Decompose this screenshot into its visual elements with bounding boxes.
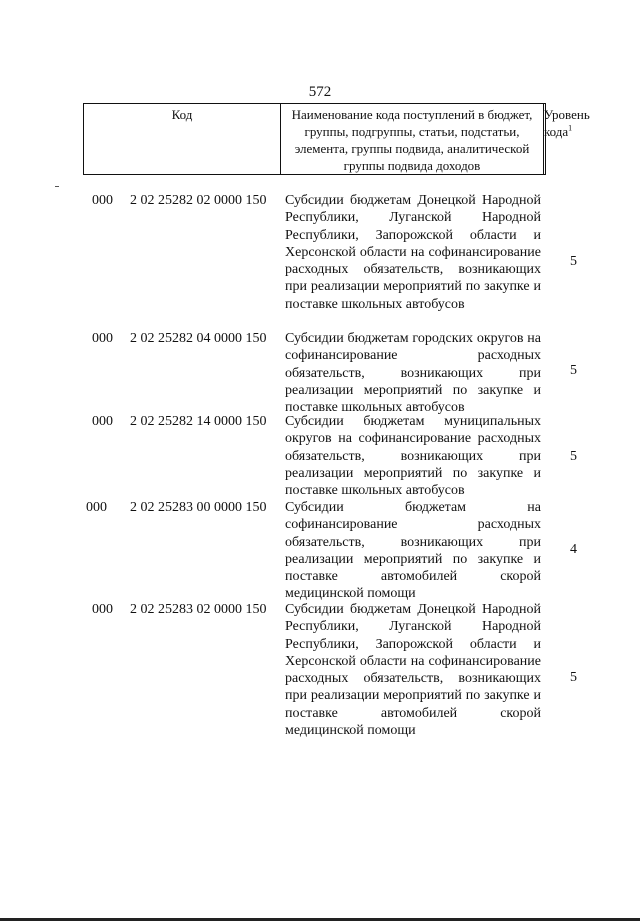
- admin-code: 000: [86, 500, 107, 515]
- header-name: [281, 104, 544, 175]
- classification-code: 2 02 25283 00 0000 150: [130, 500, 267, 515]
- row-description: Субсидии бюджетам Донецкой Народной Республики, Луганской Народной Республики, Запорожской области и Херсонской области на софинансирование расходных обязательств, возникающих при реализации мероприятий по закупке и поставке школьных автобусов: [285, 193, 541, 312]
- row-description: Субсидии бюджетам муниципальных округов на софинансирование расходных обязательств, возникающих при реализации мероприятий по закупке и поставке школьных автобусов: [285, 414, 541, 499]
- header-name-label: Наименование кода поступлений в бюджет, группы, подгруппы, статьи, подстатьи, элемента, группы подвида, аналитической группы подвида доходов: [291, 107, 533, 173]
- header-code: [84, 104, 281, 175]
- classification-code: 2 02 25283 02 0000 150: [130, 602, 267, 617]
- margin-mark: [55, 186, 59, 187]
- footnote-marker: 1: [568, 123, 573, 133]
- admin-code: 000: [92, 331, 113, 346]
- row-level: 5: [570, 449, 577, 464]
- row-level: 5: [570, 363, 577, 378]
- admin-code: 000: [92, 193, 113, 208]
- table-header: [83, 103, 590, 175]
- header-level-label: Уровень кода: [544, 107, 590, 139]
- admin-code: 000: [92, 602, 113, 617]
- row-level: 5: [570, 254, 577, 269]
- row-description: Субсидии бюджетам городских округов на софинансирование расходных обязательств, возникающих при реализации мероприятий по закупке и поставке школьных автобусов: [285, 331, 541, 416]
- row-description: Субсидии бюджетам на софинансирование расходных обязательств, возникающих при реализации мероприятий по закупке и поставке автомобилей скорой медицинской помощи: [285, 500, 541, 602]
- row-level: 5: [570, 670, 577, 685]
- classification-code: 2 02 25282 14 0000 150: [130, 414, 267, 429]
- row-description: Субсидии бюджетам Донецкой Народной Республики, Луганской Народной Республики, Запорожской области и Херсонской области на софинансирование расходных обязательств, возникающих при реализации мероприятий по закупке и поставке автомобилей скорой медицинской помощи: [285, 602, 541, 739]
- header-level: [544, 104, 590, 175]
- page-number: 572: [308, 84, 332, 100]
- classification-code: 2 02 25282 04 0000 150: [130, 331, 267, 346]
- row-level: 4: [570, 542, 577, 557]
- classification-code: 2 02 25282 02 0000 150: [130, 193, 267, 208]
- admin-code: 000: [92, 414, 113, 429]
- header-code-label: Код: [171, 107, 193, 122]
